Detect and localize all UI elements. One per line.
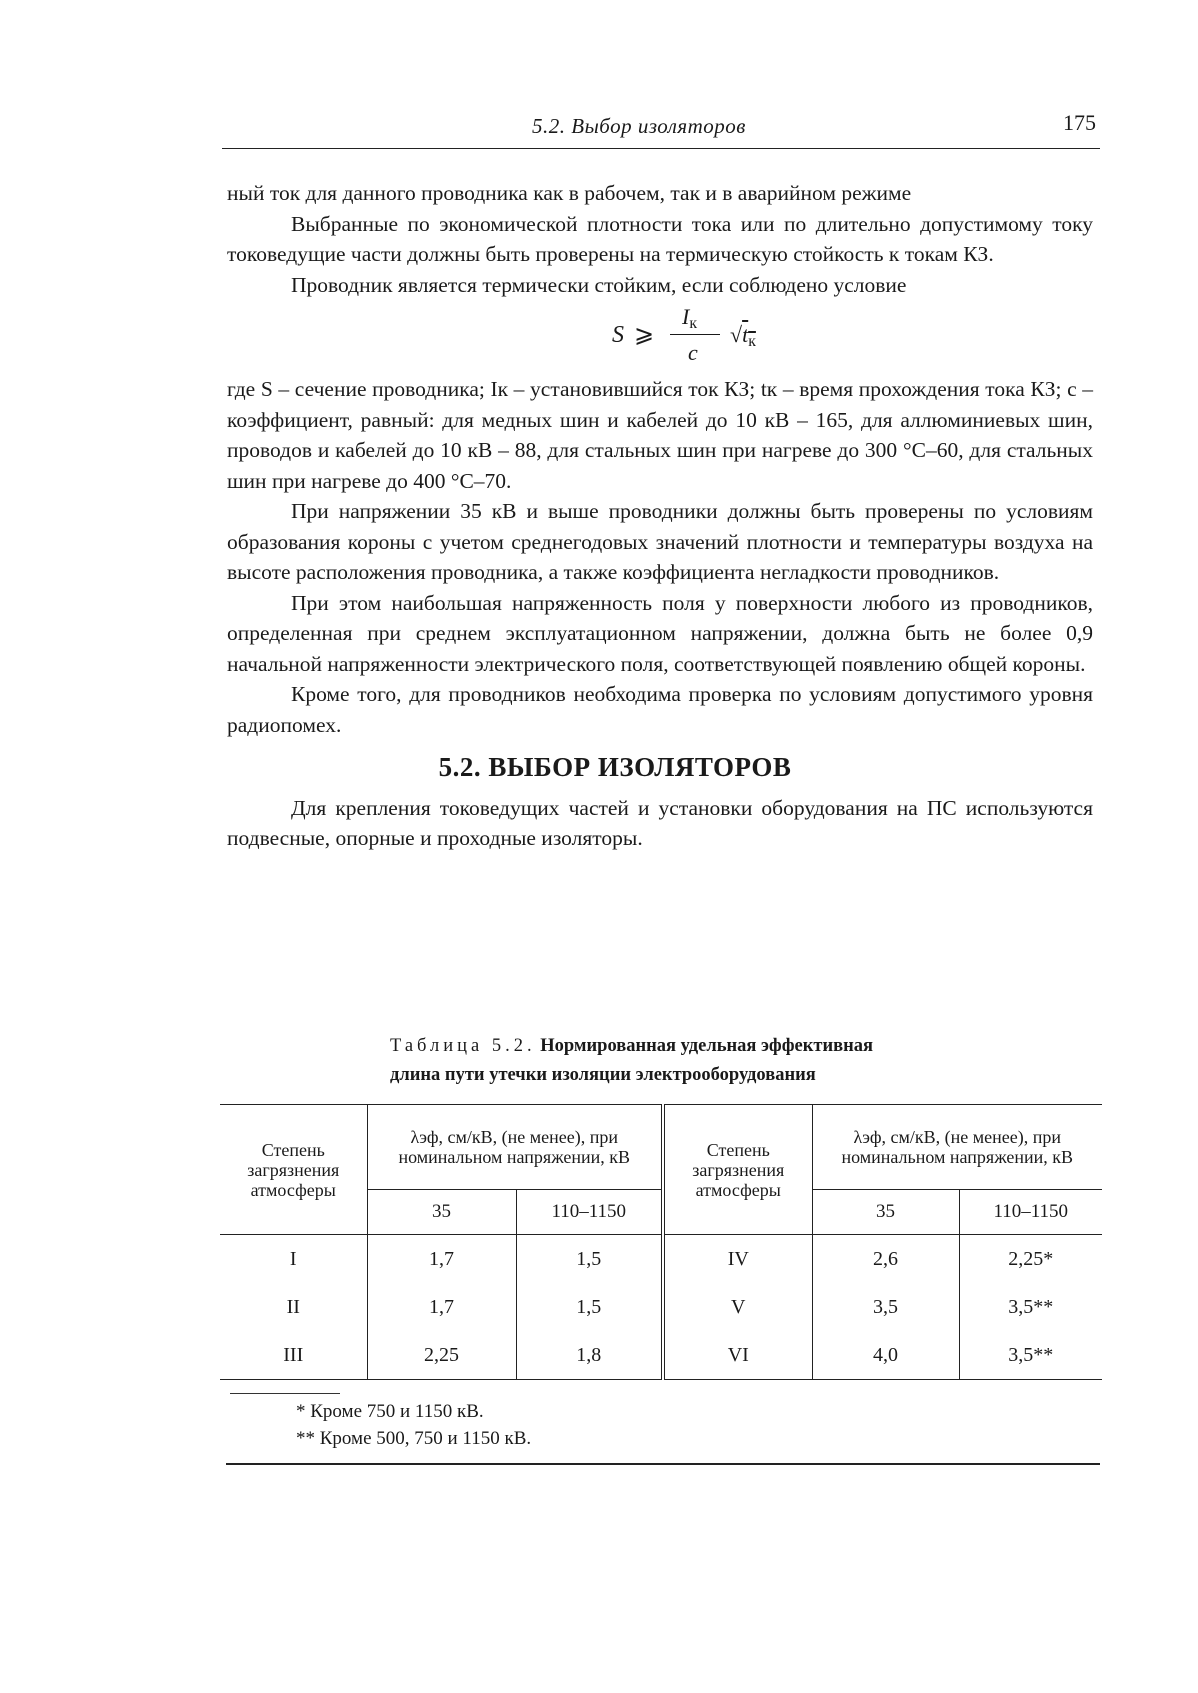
cell-value: 3,5 [812, 1283, 959, 1331]
cell-degree: V [663, 1283, 812, 1331]
footnote-divider [230, 1393, 340, 1394]
header-110-right: 110–1150 [959, 1190, 1102, 1235]
formula-denominator: c [688, 340, 698, 365]
fraction-bar [670, 334, 720, 335]
cell-value: 3,5** [959, 1331, 1102, 1380]
paragraph-corona: При напряжении 35 кВ и выше проводники должны быть проверены по условиям образования короны с учетом среднегодовых значений плотности и температуры воздуха на высоте расположения проводника, а также коэффициента негладкости проводников. [227, 499, 1093, 584]
formula-relation: ⩾ [634, 322, 655, 348]
thermal-stability-formula [227, 300, 1093, 374]
cell-value: 4,0 [812, 1331, 959, 1380]
cell-value: 1,5 [516, 1235, 663, 1284]
cell-value: 2,25* [959, 1235, 1102, 1284]
header-lambda-right: λэф, см/кВ, (не менее), при номинальном напряжении, кВ [812, 1105, 1102, 1190]
body-text [227, 178, 1093, 854]
header-110-left: 110–1150 [516, 1190, 663, 1235]
formula-sqrt: $√t_к$ [730, 322, 756, 350]
cell-value: 3,5** [959, 1283, 1102, 1331]
formula-numerator: $I_к$ [682, 304, 698, 332]
cell-value: 1,7 [367, 1235, 516, 1284]
cell-degree: III [220, 1331, 367, 1380]
running-header-title: 5.2. Выбор изоляторов [532, 114, 746, 138]
bottom-divider [226, 1463, 1100, 1465]
section-heading: 5.2. ВЫБОР ИЗОЛЯТОРОВ [438, 752, 792, 782]
header-35-right: 35 [812, 1190, 959, 1235]
paragraph-radio-interference: Кроме того, для проводников необходима проверка по условиям допустимого уровня радиопомех. [227, 682, 1093, 737]
cell-value: 1,8 [516, 1331, 663, 1380]
table-caption-line2: длина пути утечки изоляции электрооборудования [390, 1065, 816, 1085]
paragraph-continuation: ный ток для данного проводника как в рабочем, так и в аварийном режиме [227, 181, 912, 205]
cell-value: 1,7 [367, 1283, 516, 1331]
cell-degree: VI [663, 1331, 812, 1380]
footnote-1: * Кроме 750 и 1150 кВ. [296, 1401, 484, 1422]
cell-degree: I [220, 1235, 367, 1284]
header-lambda-left: λэф, см/кВ, (не менее), при номинальном напряжении, кВ [367, 1105, 663, 1190]
cell-value: 2,25 [367, 1331, 516, 1380]
paragraph-where: где S – сечение проводника; Iк – установившийся ток КЗ; tк – время прохождения тока КЗ; c – коэффициент, равный: для медных шин и кабелей до 10 кВ – 165, для аллюминиевых шин, проводов и кабелей до 10 кВ – 88, для стальных шин при нагреве до 300 °С–60, для стальных шин при нагреве до 400 °С–70. [227, 377, 1093, 493]
table-row [220, 1331, 1102, 1380]
table-caption-prefix: Таблица 5.2. [390, 1036, 536, 1056]
footnote-2: ** Кроме 500, 750 и 1150 кВ. [296, 1428, 532, 1449]
cell-value: 2,6 [812, 1235, 959, 1284]
cell-degree: IV [663, 1235, 812, 1284]
table-row [220, 1235, 1102, 1284]
cell-value: 1,5 [516, 1283, 663, 1331]
running-header [222, 108, 1100, 149]
header-degree-right: Степень загрязнения атмосферы [663, 1105, 812, 1235]
paragraph-field-strength: При этом наибольшая напряженность поля у поверхности любого из проводников, определенная при среднем эксплуатационном напряжении, должна быть не более 0,9 начальной напряженности электрического поля, соответствующей появлению общей короны. [227, 590, 1093, 676]
table-caption [390, 1032, 1010, 1090]
header-35-left: 35 [367, 1190, 516, 1235]
paragraph-condition-intro: Проводник является термически стойким, если соблюдено условие [291, 272, 907, 297]
paragraph-insulators: Для крепления токоведущих частей и установки оборудования на ПС используются подвесные, опорные и проходные изоляторы. [227, 795, 1093, 850]
leakage-path-table [220, 1104, 1102, 1380]
header-degree-left: Степень загрязнения атмосферы [220, 1105, 367, 1235]
table-row [220, 1283, 1102, 1331]
page-number: 175 [1063, 110, 1096, 135]
formula-lhs: S [612, 322, 624, 348]
footnotes [296, 1398, 531, 1452]
table-caption-line1: Нормированная удельная эффективная [540, 1036, 874, 1056]
cell-degree: II [220, 1283, 367, 1331]
paragraph-thermal-check: Выбранные по экономической плотности тока или по длительно допустимому току токоведущие части должны быть проверены на термическую стойкость к токам КЗ. [227, 211, 1093, 266]
